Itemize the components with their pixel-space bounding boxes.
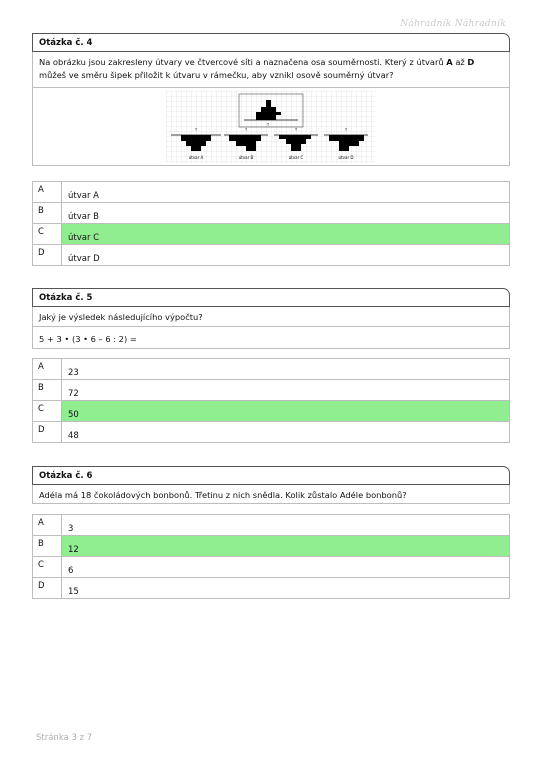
answer-option-a[interactable] [33, 515, 509, 536]
question-5 [32, 288, 510, 349]
answer-letter: D [33, 578, 62, 598]
answer-list [32, 358, 510, 443]
figure-label-a: útvar A [188, 155, 204, 160]
answer-letter: B [33, 536, 62, 556]
answer-letter: B [33, 380, 62, 400]
answer-option-c[interactable] [33, 557, 509, 578]
answer-text: útvar A [68, 191, 99, 201]
question-text [32, 52, 510, 88]
answer-text: 15 [68, 587, 79, 597]
answer-option-a[interactable] [33, 182, 509, 203]
answer-option-d[interactable] [33, 578, 509, 599]
symmetry-figure [166, 91, 376, 163]
question-title: Otázka č. 4 [32, 33, 510, 52]
answer-letter: A [33, 182, 62, 202]
answer-text: 6 [68, 566, 74, 576]
answer-list [32, 181, 510, 266]
svg-text:↑: ↑ [344, 127, 348, 132]
answer-letter: C [33, 557, 62, 577]
question-title: Otázka č. 6 [32, 466, 510, 485]
text-bold-d: D [467, 57, 475, 67]
text-segment: můžeš ve směru šipek přiložit k útvaru v rámečku, aby vznikl osově souměrný útvar? [39, 70, 394, 80]
question-expression: 5 + 3 • (3 • 6 – 6 : 2) = [32, 327, 510, 349]
answer-option-b[interactable] [33, 203, 509, 224]
question-4 [32, 33, 510, 166]
answer-text: útvar C [62, 224, 509, 244]
page-number: Stránka 3 z 7 [36, 733, 93, 743]
question-figure [32, 88, 510, 166]
answer-option-c[interactable] [33, 401, 509, 422]
text-segment: Na obrázku jsou zakresleny útvary ve čtvercové síti a naznačena osa souměrnosti. Který z útvarů [39, 57, 447, 67]
answer-text: 48 [68, 431, 79, 441]
answer-text: 12 [62, 536, 509, 556]
question-text: Jaký je výsledek následujícího výpočtu? [32, 307, 510, 327]
figure-label-d: útvar D [338, 155, 354, 160]
question-title: Otázka č. 5 [32, 288, 510, 307]
question-text: Adéla má 18 čokoládových bonbonů. Třetinu z nich snědla. Kolik zůstalo Adéle bonbonů? [32, 485, 510, 504]
answer-option-b[interactable] [33, 536, 509, 557]
question-6 [32, 466, 510, 504]
answer-letter: D [33, 422, 62, 442]
answer-letter: D [33, 245, 62, 265]
answer-option-d[interactable] [33, 245, 509, 266]
figure-label-b: útvar B [238, 155, 254, 160]
svg-text:↑: ↑ [194, 127, 198, 132]
svg-text:↑: ↑ [294, 127, 298, 132]
header-name-watermark: Náhradník Náhradník [400, 19, 506, 29]
answer-option-c[interactable] [33, 224, 509, 245]
answer-text: útvar B [68, 212, 99, 222]
answer-text: 3 [68, 524, 74, 534]
answer-text: 23 [68, 368, 79, 378]
answer-text: 72 [68, 389, 79, 399]
answer-text: útvar D [68, 254, 100, 264]
text-segment: až [452, 57, 468, 67]
answer-letter: C [33, 401, 62, 421]
axis-arrow: ↑ [266, 122, 270, 127]
answer-option-b[interactable] [33, 380, 509, 401]
answer-text: 50 [62, 401, 509, 421]
answer-letter: A [33, 515, 62, 535]
answer-letter: B [33, 203, 62, 223]
figure-label-c: útvar C [288, 155, 304, 160]
svg-text:↑: ↑ [244, 127, 248, 132]
answer-option-d[interactable] [33, 422, 509, 443]
answer-list [32, 514, 510, 599]
answer-letter: A [33, 359, 62, 379]
answer-letter: C [33, 224, 62, 244]
text-bold-a: A [446, 57, 453, 67]
answer-option-a[interactable] [33, 359, 509, 380]
